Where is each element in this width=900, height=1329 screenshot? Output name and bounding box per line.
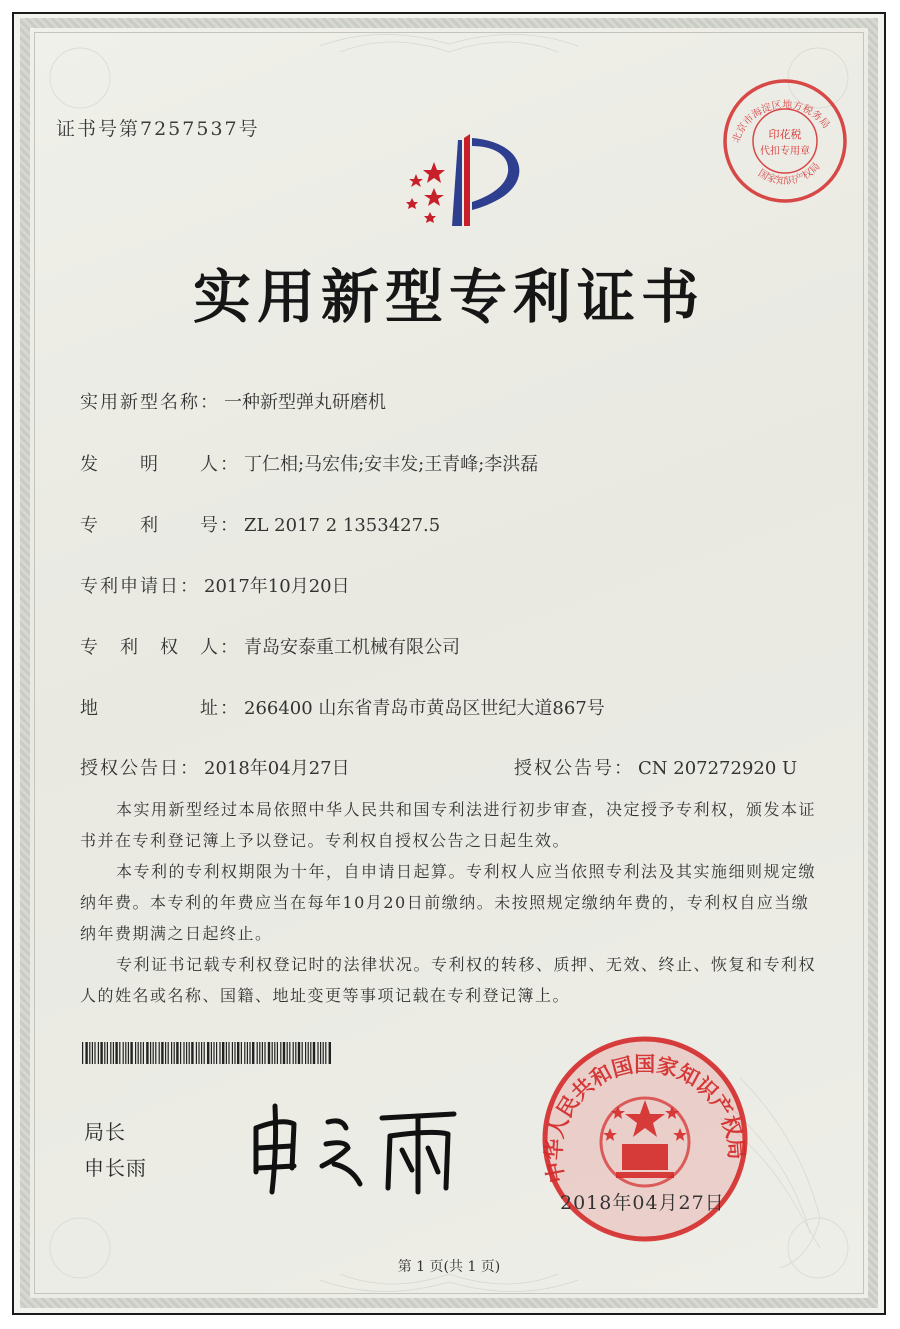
barcode-bar xyxy=(140,1042,141,1064)
barcode-bar xyxy=(183,1042,184,1064)
field-label: 授权公告日： xyxy=(80,758,200,779)
barcode-bar xyxy=(257,1042,258,1064)
body-paragraph: 本实用新型经过本局依照中华人民共和国专利法进行初步审查，决定授予专利权，颁发本证书并在专利登记簿上予以登记。专利权自授权公告之日起生效。 xyxy=(80,800,817,850)
cnipa-logo-icon xyxy=(372,116,532,236)
barcode-bar xyxy=(128,1042,129,1064)
barcode xyxy=(82,1042,332,1064)
barcode-bar xyxy=(198,1042,199,1064)
field-value: 丁仁相;马宏伟;安丰发;王青峰;李洪磊 xyxy=(244,454,539,475)
barcode-bar xyxy=(298,1042,300,1064)
barcode-bar xyxy=(153,1042,154,1064)
barcode-bar xyxy=(150,1042,151,1064)
barcode-bar xyxy=(94,1042,95,1064)
barcode-bar xyxy=(216,1042,217,1064)
barcode-bar xyxy=(305,1042,306,1064)
svg-text:代扣专用章: 代扣专用章 xyxy=(760,146,810,157)
barcode-bar xyxy=(287,1042,288,1064)
barcode-bar xyxy=(241,1042,242,1064)
barcode-bar xyxy=(143,1042,144,1064)
barcode-bar xyxy=(232,1042,233,1064)
field-utility-model-name xyxy=(80,388,386,414)
barcode-bar xyxy=(186,1042,187,1064)
barcode-bar xyxy=(180,1042,181,1064)
barcode-bar xyxy=(82,1042,83,1064)
barcode-bar xyxy=(135,1042,136,1064)
barcode-bar xyxy=(107,1042,108,1064)
tax-seal-stamp xyxy=(720,76,850,206)
field-value: ZL 2017 2 1353427.5 xyxy=(244,515,441,536)
barcode-bar xyxy=(119,1042,120,1064)
page-number: 第 1 页(共 1 页) xyxy=(397,1259,501,1275)
barcode-bar xyxy=(329,1042,331,1064)
barcode-bar xyxy=(262,1042,263,1064)
barcode-bar xyxy=(125,1042,126,1064)
field-label: 授权公告号： xyxy=(514,758,634,779)
field-value: 2018年04月27日 xyxy=(204,758,350,779)
barcode-bar xyxy=(110,1042,111,1064)
barcode-bar xyxy=(313,1042,315,1064)
barcode-bar xyxy=(280,1042,281,1064)
barcode-bar xyxy=(176,1042,178,1064)
svg-text:中华人民共和国国家知识产权局: 中华人民共和国国家知识产权局 xyxy=(540,1051,750,1185)
barcode-bar xyxy=(274,1042,275,1064)
director-title: 局长 xyxy=(84,1120,126,1144)
barcode-bar xyxy=(247,1042,248,1064)
barcode-bar xyxy=(259,1042,260,1064)
barcode-bar xyxy=(204,1042,205,1064)
barcode-bar xyxy=(226,1042,227,1064)
field-label: 发 明 人： xyxy=(80,454,240,475)
barcode-bar xyxy=(98,1042,99,1064)
barcode-bar xyxy=(222,1042,224,1064)
barcode-bar xyxy=(191,1042,193,1064)
body-paragraph: 专利证书记载专利权登记时的法律状况。专利权的转移、质押、无效、终止、恢复和专利权人的姓名或名称、国籍、地址变更等事项记载在专利登记簿上。 xyxy=(80,955,817,1005)
barcode-bar xyxy=(159,1042,160,1064)
field-value: 一种新型弹丸研磨机 xyxy=(224,392,386,413)
barcode-bar xyxy=(168,1042,169,1064)
barcode-bar xyxy=(252,1042,254,1064)
barcode-bar xyxy=(113,1042,114,1064)
certificate-number: 证书号第7257537号 xyxy=(56,118,260,140)
field-value: 青岛安泰重工机械有限公司 xyxy=(244,637,460,658)
body-paragraph: 本专利的专利权期限为十年，自申请日起算。专利权人应当依照专利法及其实施细则规定缴纳年费。本专利的年费应当在每年10月20日前缴纳。未按照规定缴纳年费的，专利权自应当缴纳年费期满之日起终止。 xyxy=(80,862,817,943)
barcode-bar xyxy=(323,1042,324,1064)
barcode-bar xyxy=(123,1042,124,1064)
barcode-bar xyxy=(130,1042,132,1064)
certificate-title: 实用新型专利证书 xyxy=(192,263,705,331)
field-label: 地 址： xyxy=(80,698,240,719)
director-name: 申长雨 xyxy=(84,1156,147,1180)
barcode-bar xyxy=(283,1042,285,1064)
svg-text:印花税: 印花税 xyxy=(768,128,802,141)
field-label: 专 利 号： xyxy=(80,515,240,536)
field-grant-date xyxy=(80,754,350,780)
barcode-bar xyxy=(244,1042,245,1064)
barcode-bar xyxy=(325,1042,326,1064)
barcode-bar xyxy=(277,1042,278,1064)
barcode-bar xyxy=(189,1042,190,1064)
barcode-bar xyxy=(171,1042,172,1064)
barcode-bar xyxy=(320,1042,321,1064)
field-value: 266400 山东省青岛市黄岛区世纪大道867号 xyxy=(244,698,605,719)
field-label: 专利申请日： xyxy=(80,576,200,597)
field-grant-number xyxy=(514,754,797,780)
barcode-bar xyxy=(295,1042,296,1064)
certificate-sheet xyxy=(20,18,878,1308)
svg-text:北京市海淀区地方税务局: 北京市海淀区地方税务局 xyxy=(730,99,832,145)
barcode-bar xyxy=(100,1042,102,1064)
barcode-bar xyxy=(310,1042,311,1064)
barcode-bar xyxy=(268,1042,270,1064)
barcode-bar xyxy=(308,1042,309,1064)
field-label: 实用新型名称： xyxy=(80,392,220,413)
barcode-bar xyxy=(302,1042,303,1064)
barcode-bar xyxy=(213,1042,214,1064)
barcode-bar xyxy=(115,1042,117,1064)
barcode-bar xyxy=(211,1042,212,1064)
barcode-bar xyxy=(201,1042,202,1064)
barcode-bar xyxy=(161,1042,163,1064)
barcode-bar xyxy=(228,1042,229,1064)
barcode-bar xyxy=(165,1042,166,1064)
field-patent-number xyxy=(80,511,440,537)
director-signature xyxy=(242,1088,472,1198)
barcode-bar xyxy=(249,1042,250,1064)
barcode-bar xyxy=(85,1042,87,1064)
barcode-bar xyxy=(237,1042,239,1064)
certificate-body-text xyxy=(80,794,820,1011)
barcode-bar xyxy=(219,1042,220,1064)
barcode-bar xyxy=(272,1042,273,1064)
barcode-bar xyxy=(155,1042,156,1064)
field-filing-date xyxy=(80,572,350,598)
barcode-bar xyxy=(92,1042,93,1064)
barcode-bar xyxy=(234,1042,235,1064)
barcode-bar xyxy=(293,1042,294,1064)
barcode-bar xyxy=(138,1042,139,1064)
barcode-bar xyxy=(174,1042,175,1064)
barcode-bar xyxy=(289,1042,290,1064)
stamp-date: 2018年04月27日 xyxy=(560,1192,725,1214)
field-patentee xyxy=(80,633,460,659)
barcode-bar xyxy=(104,1042,105,1064)
barcode-bar xyxy=(89,1042,90,1064)
field-value: 2017年10月20日 xyxy=(204,576,350,597)
barcode-bar xyxy=(207,1042,209,1064)
svg-text:国家知识产权局: 国家知识产权局 xyxy=(755,161,823,188)
barcode-bar xyxy=(264,1042,265,1064)
barcode-bar xyxy=(317,1042,318,1064)
field-label: 专 利 权 人： xyxy=(80,637,240,658)
field-address xyxy=(80,694,605,720)
field-inventors xyxy=(80,450,538,476)
field-value: CN 207272920 U xyxy=(638,758,798,779)
barcode-bar xyxy=(146,1042,148,1064)
barcode-bar xyxy=(196,1042,197,1064)
